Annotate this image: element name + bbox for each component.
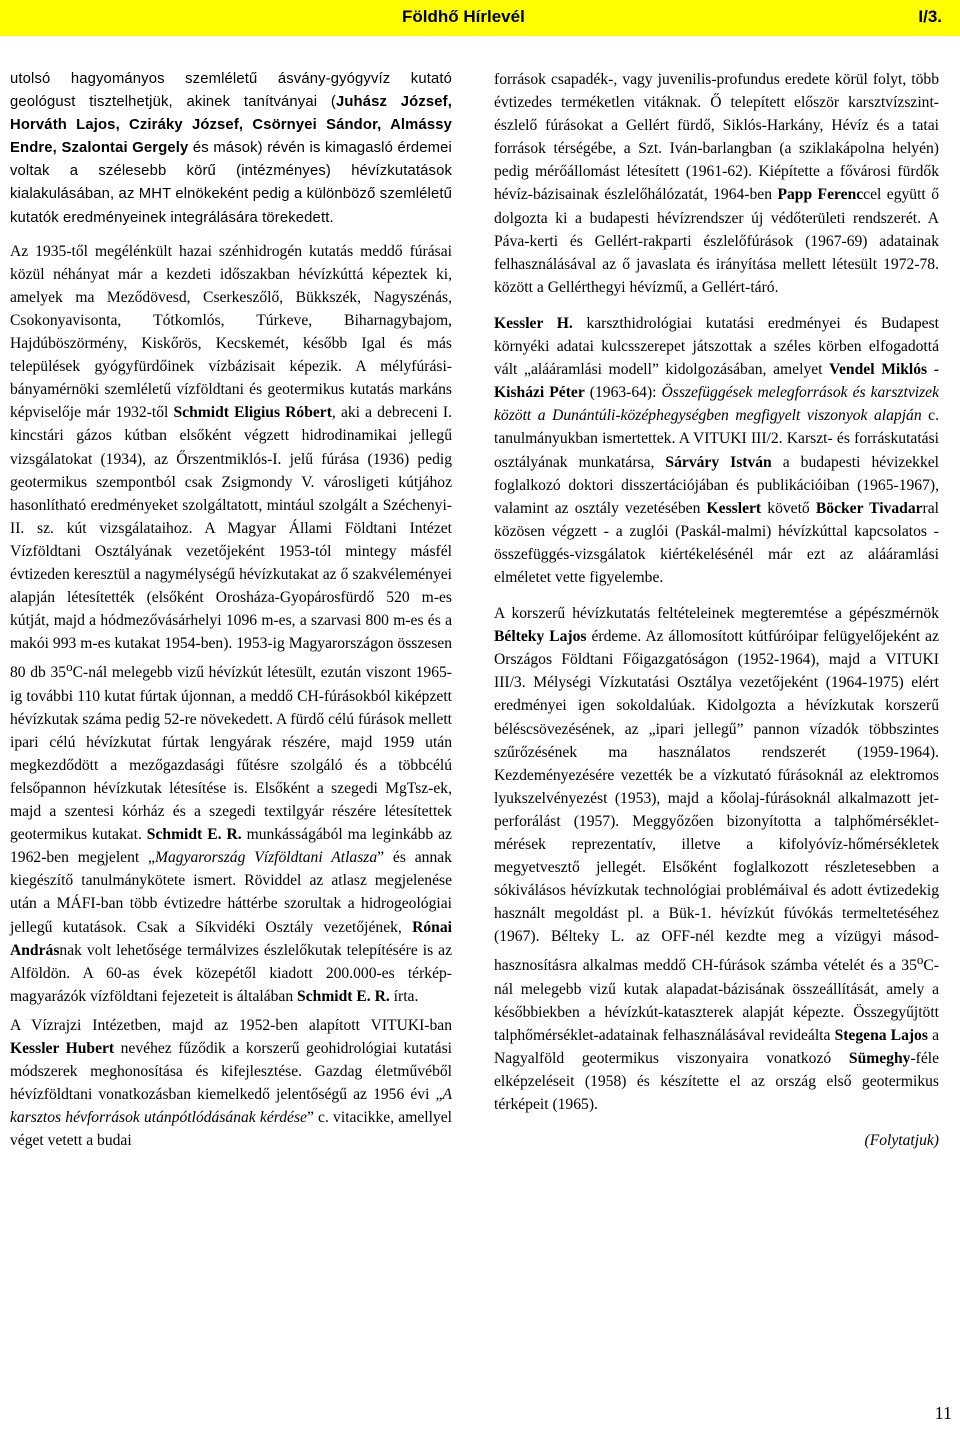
text-run: C-nál melegebb vizű kutak alapadat-bázisának összeállítását, amely a későbbiekben a hévízkút-kataszterek alapját képezte. Összegyűjtött talphőmérséklet-adatainak felhasználásával revideálta: [494, 957, 939, 1044]
text-run: c. tanulmányukban ismertettek. A VITUKI III/2. Karszt- és forráskutatási osztályának munkatársa,: [494, 407, 939, 471]
text-run: A korszerű hévízkutatás feltételeinek megteremtése a gépészmérnök: [494, 605, 939, 623]
text-run: érdeme. Az állomosított kútfúróipar felügyelőjeként az Országos Földtani Főigazgatóságon (1952-1964), majd a VITUKI III/3. Mélységi Vízkutatási Osztálya vezetőjeként (1964-1975) elért eredményei igen sokoldalúak. Kidolgozta a hévízkutak korszerű béléscsövezésének, az „ipari jellegű” pannon vízadók többszintes szűrőzésének ma használatos rendszerét (1959-1964). Kezdeményezésére vezették be a vízkutató fúrásoknál az elektromos lyukszelvényezést (1953), majd a kőolaj-fúrásoknál alkalmazott jet-perforálást (1957). Meggyőzően bizonyította a talphőmérséklet-mérések reprezentatív, illetve a kifolyóvíz-hőmérsékletek megyetvesztő jellegét. Elsőként foglalkozott részletesebben a sókiválásos hévízkutak technológiai problémáival és adott évtizedekig használt megoldást pl. a Bük-1. hévízkút fúvókás termeltetéséhez (1967). Bélteky L. az OFF-nél kezdte meg a vízügyi másod-hasznosításra alkalmas meddő CH-fúrások számba vételét és a 35: [494, 628, 939, 975]
bold-name: Schmidt Eligius Róbert: [173, 404, 332, 422]
issue-number: I/3.: [918, 7, 942, 26]
paragraph: [10, 1014, 452, 1153]
text-run: (1963-64):: [584, 384, 662, 402]
bold-name: Kesslert: [706, 499, 762, 517]
text-run: nak volt lehetősége termálvizes észlelőkutak telepítésére is az Alföldön. A 60-as évek közepétől kiadott 200.000-es térkép-magyarázók vízföldtani fejezeteit is általában: [10, 941, 452, 1005]
bold-name: Sümeghy: [848, 1050, 911, 1068]
bold-name: Juhász József, Horváth Lajos, Cziráky József, Csörnyei Sándor, Almássy Endre, Szalontai Gergely: [10, 94, 452, 157]
paragraph: [10, 68, 452, 230]
text-run: karszthidrológiai kutatási eredményei és Budapest környéki adatai kulcsszerepet játszottak a széles körben elfogadottá vált „alááramlási modell” kidolgozásában, amelyet: [494, 314, 939, 379]
bold-name: Böcker Tivadar: [815, 499, 923, 517]
text-run: cel együtt ő dolgozta ki a budapesti hévízrendszer új védőterületi rendszerét. A Páva-kerti és Gellért-rakparti észlelőfúrások (1967-69) adatainak felhasználásával az ő javaslata és irányítása mellett létesült 1972-78. között a Gellérthegyi hévízmű, a Gellért-táró.: [494, 186, 939, 296]
bold-name: Schmidt E. R.: [297, 987, 390, 1005]
text-run: , aki a debreceni I. kincstári gázos kútban elsőként végzett hidrodinamikai jellegű vizsgálatokat (1934), az Őrszentmiklós-I. jelű fúrása (1936) pedig geotermikus szempontból csak Zsigmondy V. városligeti kútjához hasonlítható eredményeket szolgáltatott, mintául szolgált a Széchenyi-II. sz. kút vizsgálataihoz. A Magyar Állami Földtani Intézet Vízföldtani Osztályának vezetőjeként 1953-tól mintegy másfél évtizeden keresztül a nagymélységű hévízkutakat az ő szakvéleményei alapján létesítették (elsőként Orosháza-Gyopárosfürdő 520 m-es kútját, majd a hódmezővásárhelyi 1096 m-es, a szarvasi 800 m-es és a makói 993 m-es kutakat 1954-ben). 1953-ig Magyarországon összesen 80 db 35: [10, 404, 453, 682]
left-column: [10, 68, 452, 1166]
text-run: munkásságából ma leginkább az 1962-ben megjelent „: [10, 826, 452, 867]
text-run: Az 1935-től megélénkült hazai szénhidrogén kutatás meddő fúrásai közül néhányat már a kezdeti időszakban hévízkúttá képeztek ki, amelyek ma Meződövesd, Cserkeszőlő, Bükkszék, Nagyszénás, Csokonyavisonta, Tótkomlós, Túrkeve, Biharnagybajom, Hajdúböszörmény, Kiskőrös, Kecskemét, később Igal és más települések gyógyfürdőinek vízbázisait képezik. A mélyfúrási-bányamérnöki szemléletű vízföldtani és geotermikus kutatás markáns képviselője már 1932-től: [10, 242, 452, 422]
paragraph: [10, 240, 452, 1008]
text-run: a budapesti hévizekkel foglalkozó doktori disszertációjában és publikációiban (1965-1967), valamint az osztály vezetésében: [494, 453, 939, 517]
bold-name: Sárváry István: [665, 453, 772, 471]
bold-name: Bélteky Lajos: [494, 628, 587, 646]
text-run: utolsó hagyományos szemléletű ásvány-gyógyvíz kutató geológust tisztelhetjük, akinek tanítványai (: [10, 71, 452, 111]
text-run: ral közösen végzett - a zuglói (Paskál-malmi) hévízkúttal kapcsolatos - összefüggés-vizsgálatok kiértékelésénél már ezt az alááramlási elméletet vette figyelembe.: [494, 499, 939, 586]
text-run: írta.: [389, 987, 419, 1005]
italic-title: Magyarország Vízföldtani Atlasza: [154, 849, 378, 867]
newsletter-header-bar: [0, 0, 960, 36]
paragraph: [494, 68, 939, 299]
italic-title: Összefüggések melegforrások és karsztvizek között a Dunántúli-középhegységben megfigyelt viszonyok alapján: [494, 384, 939, 425]
bold-name: Schmidt E. R.: [146, 826, 242, 844]
page-number: 11: [934, 1403, 952, 1423]
text-run: ” c. vitacikke, amellyel véget vetett a budai: [10, 1109, 452, 1150]
text-run: források csapadék-, vagy juvenilis-profundus eredete körül folyt, több évtizedes terméketlen vitáknak. Ő telepített először karsztvízszint-észlelő fúrásokat a Gellért fürdő, Siklós-Harkány, Hévíz és a tatai források térségébe, a Szt. Iván-barlangban (a sziklakápolna helyén) pedig mérőállomást létesített (1961-62). Kiépítette a fővárosi fürdők hévíz-bázisainak észlelőhálózatát, 1964-ben: [494, 71, 939, 204]
degree-sup: o: [66, 659, 73, 675]
paragraph: [494, 602, 939, 1116]
bold-name: Stegena Lajos: [834, 1026, 928, 1044]
bold-name: Kessler H.: [494, 314, 573, 332]
bold-name: Kessler Hubert: [10, 1040, 115, 1058]
text-run: a Nagyalföld geotermikus viszonyaira vonatkozó: [494, 1026, 939, 1068]
italic-title: A karsztos hévforrások utánpótlódásának kérdése: [10, 1086, 452, 1127]
text-run: ” és annak kiegészítő tanulmánykötete ismert. Röviddel az atlasz megjelenése után a MÁFI-ban több évtizedre háttérbe szorultak a hidrogeológiai jellegű kutatások. Csak a Síkvidéki Osztály vezetőjének,: [10, 849, 452, 936]
bold-name: Vendel Miklós - Kisházi Péter: [494, 361, 939, 402]
text-run: követő: [761, 499, 816, 517]
degree-sup: o: [916, 952, 924, 968]
text-run: -féle elképzeléseit (1958) és készítette el az ország első geotermikus térképeit (1965).: [494, 1050, 939, 1114]
paragraph: [494, 312, 939, 589]
to-be-continued: (Folytatjuk): [864, 1132, 939, 1150]
bold-name: Rónai András: [10, 918, 452, 959]
newsletter-title: Földhő Hírlevél: [402, 7, 525, 26]
text-run: nevéhez fűződik a korszerű geohidrológiai kutatási módszerek meghonosítása és kifejlesztése. Gazdag életművéből hévízföldtani vonatkozásban kiemelkedő jelentőségű az 1956 évi „: [10, 1040, 452, 1104]
text-run: A Vízrajzi Intézetben, majd az 1952-ben alapított VITUKI-ban: [10, 1016, 452, 1034]
right-column: [494, 68, 939, 1165]
bold-name: Papp Ferenc: [777, 186, 864, 204]
text-run: C-nál melegebb vizű hévízkút létesült, ezután viszont 1965-ig további 110 kutat fúrtak újonnan, a meddő CH-fúrásokból kiképzett hévízkutak száma pedig 52-re növekedett. A fürdő célú fúrások mellett ipari célú hévízkutat fúrtak lengyárak részére, majd 1959 után megkezdődött a mezőgazdasági fűtésre szolgáló és a többcélú felsőpannon hévízkutak létesítése is. Elsőként a szegedi MgTsz-ek, majd a szentesi kórház és a szegedi textilgyár részére létesítettek geotermikus kutakat.: [10, 664, 452, 844]
text-run: és mások) révén is kimagasló érdemei voltak a szélesebb körű (intézményes) hévízkutatások kialakulásában, az MHT elnökeként pedig a különböző szemléletű kutatók eredményeinek integrálására törekedett.: [10, 140, 452, 226]
